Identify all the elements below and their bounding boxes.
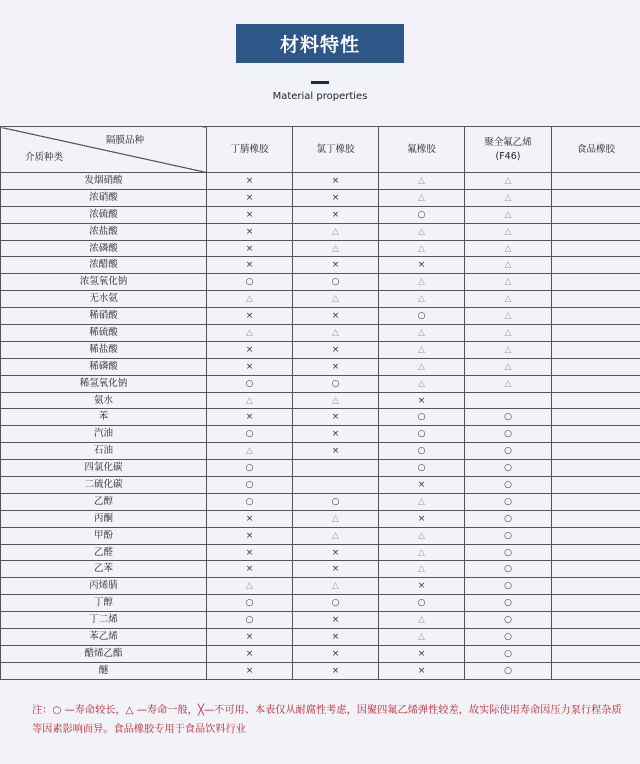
- rating-cell: △: [465, 240, 552, 257]
- rating-cell: ×: [379, 392, 465, 409]
- medium-name-cell: 稀硫酸: [1, 325, 207, 342]
- table-header-row: [1, 127, 640, 173]
- rating-cell: △: [465, 189, 552, 206]
- rating-cell: ×: [207, 240, 293, 257]
- title-divider: [311, 81, 329, 84]
- diaphragm-type-label: 隔膜品种: [105, 135, 144, 146]
- rating-cell: △: [207, 392, 293, 409]
- rating-cell: ×: [293, 308, 379, 325]
- rating-cell: △: [293, 240, 379, 257]
- rating-cell: △: [379, 325, 465, 342]
- rating-cell: ×: [293, 358, 379, 375]
- table-row: [1, 477, 640, 494]
- rating-cell: ×: [207, 409, 293, 426]
- rating-cell: ×: [293, 257, 379, 274]
- rating-cell: △: [379, 527, 465, 544]
- rating-cell: ○: [379, 595, 465, 612]
- rating-cell: △: [293, 291, 379, 308]
- table-row: [1, 595, 640, 612]
- rating-cell: △: [293, 527, 379, 544]
- rating-cell: △: [379, 189, 465, 206]
- table-row: [1, 173, 640, 190]
- section-title: 材料特性: [236, 24, 404, 63]
- table-row: [1, 493, 640, 510]
- rating-cell: ○: [379, 460, 465, 477]
- rating-cell: ×: [293, 544, 379, 561]
- rating-cell: △: [465, 257, 552, 274]
- table-row: [1, 375, 640, 392]
- rating-cell: ○: [465, 561, 552, 578]
- medium-name-cell: 丙烯腈: [1, 578, 207, 595]
- rating-cell: △: [465, 206, 552, 223]
- rating-cell: △: [379, 173, 465, 190]
- rating-cell: △: [465, 308, 552, 325]
- column-header: 聚全氟乙烯 (F46): [465, 127, 552, 173]
- rating-cell: [552, 257, 640, 274]
- medium-name-cell: 稀硝酸: [1, 308, 207, 325]
- medium-name-cell: 乙醛: [1, 544, 207, 561]
- rating-cell: ○: [465, 578, 552, 595]
- medium-type-label: 介质种类: [25, 152, 64, 163]
- medium-name-cell: 无水氨: [1, 291, 207, 308]
- rating-cell: [552, 223, 640, 240]
- rating-cell: △: [293, 510, 379, 527]
- rating-cell: [552, 341, 640, 358]
- rating-cell: ○: [379, 206, 465, 223]
- rating-cell: ○: [207, 477, 293, 494]
- rating-cell: [552, 409, 640, 426]
- rating-cell: △: [207, 443, 293, 460]
- rating-cell: ×: [207, 189, 293, 206]
- rating-cell: ×: [207, 358, 293, 375]
- rating-cell: [552, 426, 640, 443]
- rating-cell: ○: [465, 493, 552, 510]
- table-row: [1, 662, 640, 679]
- footnote: 注：○ —寿命较长，△ —寿命一般，╳—不可用、本表仅从耐腐性考虑，因聚四氟乙烯弹性较差，故实际使用寿命因压力泵行程杂质等因素影响而异。食品橡胶专用于食品饮料行业: [32, 705, 622, 735]
- rating-cell: ○: [465, 409, 552, 426]
- rating-cell: [552, 460, 640, 477]
- rating-cell: [552, 561, 640, 578]
- medium-name-cell: 丁醇: [1, 595, 207, 612]
- rating-cell: △: [379, 358, 465, 375]
- table-row: [1, 325, 640, 342]
- rating-cell: ○: [293, 375, 379, 392]
- rating-cell: △: [379, 223, 465, 240]
- table-row: [1, 544, 640, 561]
- table-row: [1, 392, 640, 409]
- rating-cell: ○: [207, 493, 293, 510]
- rating-cell: [293, 477, 379, 494]
- rating-cell: ×: [207, 544, 293, 561]
- medium-name-cell: 浓醋酸: [1, 257, 207, 274]
- table-row: [1, 612, 640, 629]
- medium-name-cell: 丁二烯: [1, 612, 207, 629]
- rating-cell: ×: [207, 173, 293, 190]
- rating-cell: ×: [379, 477, 465, 494]
- rating-cell: △: [379, 612, 465, 629]
- rating-cell: [552, 189, 640, 206]
- rating-cell: ×: [379, 662, 465, 679]
- rating-cell: ×: [293, 645, 379, 662]
- column-header: 丁腈橡胶: [207, 127, 293, 173]
- table-row: [1, 510, 640, 527]
- rating-cell: ○: [465, 443, 552, 460]
- rating-cell: ×: [379, 645, 465, 662]
- section-subtitle: Material properties: [272, 91, 368, 102]
- rating-cell: ○: [207, 426, 293, 443]
- rating-cell: ○: [465, 629, 552, 646]
- rating-cell: [552, 375, 640, 392]
- table-row: [1, 189, 640, 206]
- rating-cell: ○: [465, 645, 552, 662]
- rating-cell: ○: [465, 662, 552, 679]
- rating-cell: [552, 629, 640, 646]
- rating-cell: △: [207, 291, 293, 308]
- rating-cell: ×: [293, 409, 379, 426]
- rating-cell: ○: [465, 527, 552, 544]
- table-row: [1, 460, 640, 477]
- medium-name-cell: 浓磷酸: [1, 240, 207, 257]
- rating-cell: ×: [379, 257, 465, 274]
- rating-cell: [552, 358, 640, 375]
- rating-cell: △: [293, 392, 379, 409]
- rating-cell: ×: [207, 629, 293, 646]
- medium-name-cell: 苯乙烯: [1, 629, 207, 646]
- rating-cell: ○: [465, 612, 552, 629]
- rating-cell: △: [465, 375, 552, 392]
- rating-cell: ×: [293, 561, 379, 578]
- medium-name-cell: 稀盐酸: [1, 341, 207, 358]
- rating-cell: △: [465, 325, 552, 342]
- table-row: [1, 274, 640, 291]
- medium-name-cell: 丙酮: [1, 510, 207, 527]
- rating-cell: [552, 662, 640, 679]
- medium-name-cell: 乙醇: [1, 493, 207, 510]
- rating-cell: [552, 645, 640, 662]
- rating-cell: [293, 460, 379, 477]
- rating-cell: [552, 291, 640, 308]
- rating-cell: ×: [207, 223, 293, 240]
- table-row: [1, 527, 640, 544]
- rating-cell: △: [379, 274, 465, 291]
- medium-name-cell: 汽油: [1, 426, 207, 443]
- rating-cell: ×: [379, 578, 465, 595]
- rating-cell: ×: [293, 341, 379, 358]
- rating-cell: △: [379, 629, 465, 646]
- table-row: [1, 578, 640, 595]
- rating-cell: [552, 274, 640, 291]
- rating-cell: [552, 325, 640, 342]
- medium-name-cell: 发烟硝酸: [1, 173, 207, 190]
- rating-cell: ○: [465, 595, 552, 612]
- rating-cell: [552, 612, 640, 629]
- rating-cell: △: [465, 223, 552, 240]
- rating-cell: ×: [207, 510, 293, 527]
- rating-cell: △: [379, 240, 465, 257]
- rating-cell: ×: [207, 341, 293, 358]
- rating-cell: △: [465, 173, 552, 190]
- medium-name-cell: 浓硝酸: [1, 189, 207, 206]
- table-row: [1, 561, 640, 578]
- rating-cell: ○: [207, 595, 293, 612]
- medium-name-cell: 二硫化碳: [1, 477, 207, 494]
- material-properties-table: [0, 126, 640, 680]
- medium-name-cell: 石油: [1, 443, 207, 460]
- rating-cell: [552, 493, 640, 510]
- rating-cell: ○: [465, 510, 552, 527]
- rating-cell: ×: [207, 645, 293, 662]
- medium-name-cell: 稀磷酸: [1, 358, 207, 375]
- rating-cell: ○: [207, 274, 293, 291]
- medium-name-cell: 乙苯: [1, 561, 207, 578]
- table-row: [1, 257, 640, 274]
- table-row: [1, 291, 640, 308]
- rating-cell: △: [379, 561, 465, 578]
- rating-cell: [552, 206, 640, 223]
- rating-cell: ×: [207, 527, 293, 544]
- column-header: 食品橡胶: [552, 127, 640, 173]
- rating-cell: ○: [207, 375, 293, 392]
- table-row: [1, 240, 640, 257]
- rating-cell: △: [293, 578, 379, 595]
- table-row: [1, 629, 640, 646]
- rating-cell: △: [379, 375, 465, 392]
- rating-cell: ○: [465, 426, 552, 443]
- table-row: [1, 223, 640, 240]
- medium-name-cell: 浓盐酸: [1, 223, 207, 240]
- rating-cell: ○: [293, 493, 379, 510]
- rating-cell: △: [293, 223, 379, 240]
- rating-cell: ○: [379, 308, 465, 325]
- medium-name-cell: 苯: [1, 409, 207, 426]
- table-row: [1, 409, 640, 426]
- rating-cell: △: [465, 341, 552, 358]
- medium-name-cell: 四氯化碳: [1, 460, 207, 477]
- table-row: [1, 426, 640, 443]
- rating-cell: △: [379, 493, 465, 510]
- rating-cell: △: [465, 274, 552, 291]
- rating-cell: [552, 527, 640, 544]
- medium-name-cell: 稀氢氧化钠: [1, 375, 207, 392]
- rating-cell: △: [293, 325, 379, 342]
- rating-cell: ×: [293, 189, 379, 206]
- medium-name-cell: 浓氢氧化钠: [1, 274, 207, 291]
- rating-cell: ×: [293, 629, 379, 646]
- rating-cell: △: [465, 291, 552, 308]
- rating-cell: [552, 173, 640, 190]
- medium-name-cell: 甲酚: [1, 527, 207, 544]
- rating-cell: ×: [207, 561, 293, 578]
- rating-cell: ×: [293, 443, 379, 460]
- rating-cell: ×: [207, 206, 293, 223]
- rating-cell: [552, 578, 640, 595]
- rating-cell: [552, 443, 640, 460]
- medium-name-cell: 浓硫酸: [1, 206, 207, 223]
- medium-name-cell: 醚: [1, 662, 207, 679]
- rating-cell: ×: [293, 206, 379, 223]
- rating-cell: ×: [293, 426, 379, 443]
- rating-cell: ×: [379, 510, 465, 527]
- rating-cell: ×: [207, 308, 293, 325]
- medium-name-cell: 醋烯乙酯: [1, 645, 207, 662]
- rating-cell: ×: [293, 173, 379, 190]
- rating-cell: ○: [379, 426, 465, 443]
- rating-cell: ○: [465, 544, 552, 561]
- rating-cell: △: [465, 358, 552, 375]
- rating-cell: △: [379, 544, 465, 561]
- table-row: [1, 358, 640, 375]
- rating-cell: [552, 510, 640, 527]
- rating-cell: [465, 392, 552, 409]
- table-row: [1, 341, 640, 358]
- table-row: [1, 206, 640, 223]
- rating-cell: ○: [465, 460, 552, 477]
- table-row: [1, 308, 640, 325]
- rating-cell: [552, 477, 640, 494]
- rating-cell: [552, 392, 640, 409]
- table-row: [1, 443, 640, 460]
- rating-cell: ○: [465, 477, 552, 494]
- rating-cell: [552, 544, 640, 561]
- column-header: 氟橡胶: [379, 127, 465, 173]
- rating-cell: ×: [293, 662, 379, 679]
- rating-cell: △: [207, 578, 293, 595]
- rating-cell: △: [379, 291, 465, 308]
- rating-cell: ○: [379, 443, 465, 460]
- rating-cell: ×: [207, 257, 293, 274]
- column-header: 氯丁橡胶: [293, 127, 379, 173]
- rating-cell: ○: [293, 595, 379, 612]
- rating-cell: △: [207, 325, 293, 342]
- rating-cell: [552, 595, 640, 612]
- rating-cell: ○: [379, 409, 465, 426]
- medium-name-cell: 氨水: [1, 392, 207, 409]
- rating-cell: ×: [207, 662, 293, 679]
- table-row: [1, 645, 640, 662]
- rating-cell: ○: [207, 612, 293, 629]
- rating-cell: [552, 240, 640, 257]
- rating-cell: ○: [207, 460, 293, 477]
- rating-cell: ×: [293, 612, 379, 629]
- rating-cell: ○: [293, 274, 379, 291]
- rating-cell: [552, 308, 640, 325]
- rating-cell: △: [379, 341, 465, 358]
- diagonal-header-cell: [1, 127, 207, 173]
